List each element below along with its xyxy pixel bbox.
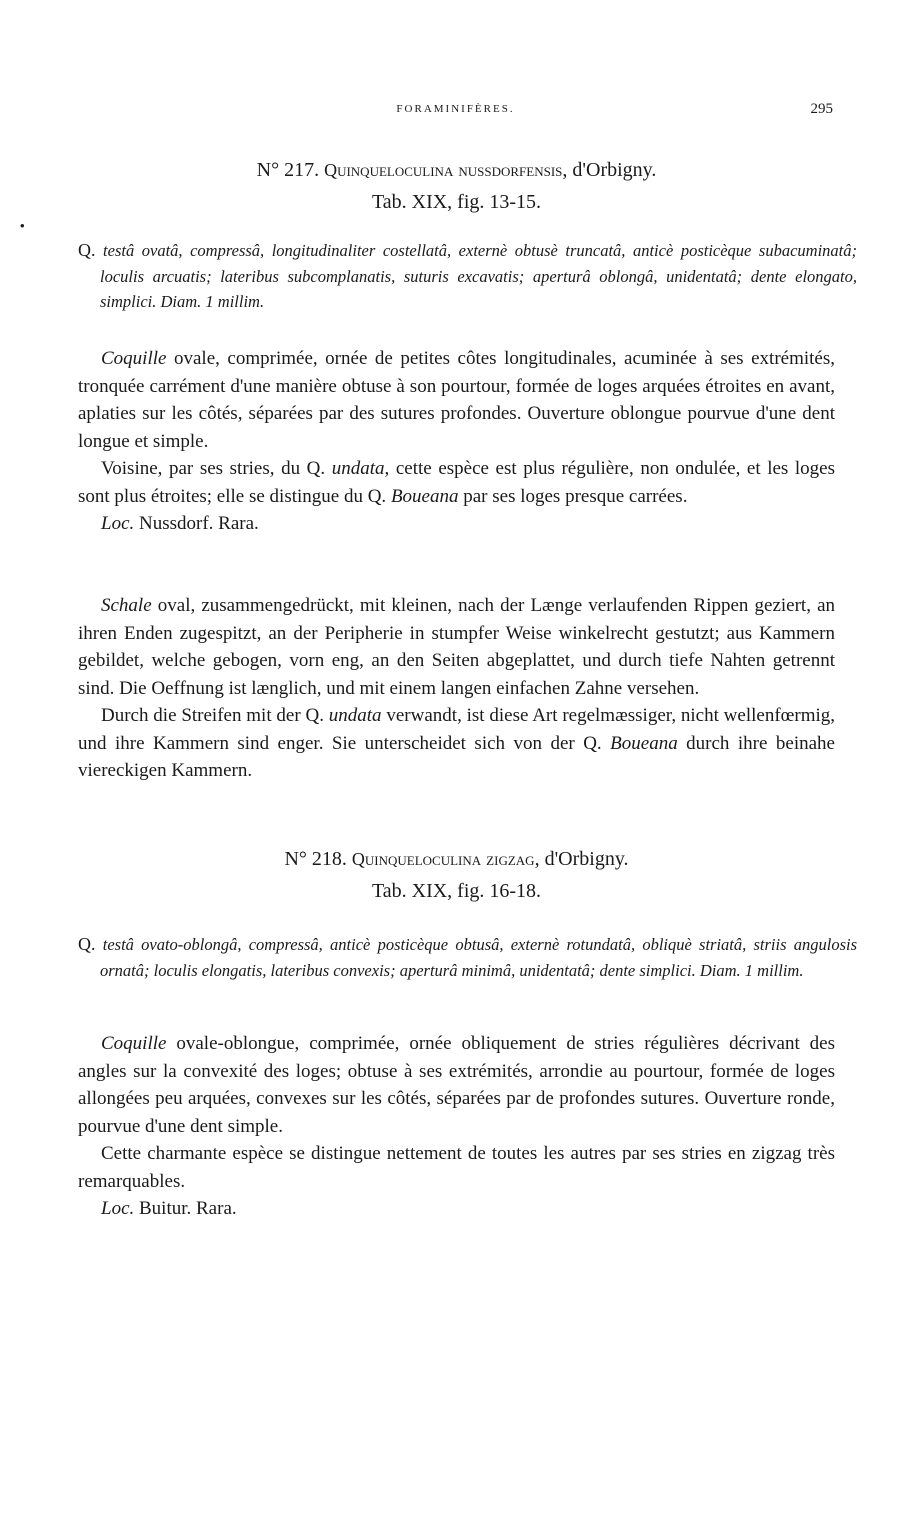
- species-217-number: N° 217.: [256, 159, 320, 181]
- locality: Loc. Nussdorf. Rara.: [101, 513, 259, 534]
- species-217-heading: [78, 154, 835, 218]
- species-218-author: d'Orbigny.: [544, 848, 629, 870]
- latin-text: testâ ovato-oblongâ, compressâ, anticè posticèque obtusâ, externè rotundatâ, obliquè striatâ, striis angulosis ornatâ; loculis elongatis, lateribus convexis; aperturâ minimâ, unidentatâ; dente simplici. Diam. 1 millim.: [100, 935, 858, 980]
- species-217-species: nussdorfensis: [458, 160, 563, 180]
- species-217-genus: Quinqueloculina: [324, 160, 454, 180]
- species-217-german: [78, 592, 835, 785]
- running-head: [78, 103, 833, 123]
- french-comparison: Voisine, par ses stries, du Q. undata, cette espèce est plus régulière, non ondulée, et les loges sont plus étroites; elle se distingue du Q. Boueana par ses loges presque carrées.: [78, 458, 836, 507]
- species-217-latin-diagnosis: [78, 238, 857, 315]
- locality: Loc. Buitur. Rara.: [101, 1198, 237, 1219]
- french-comparison: Cette charmante espèce se distingue nettement de toutes les autres par ses stries en zigzag très remarquables.: [78, 1143, 835, 1192]
- species-217-author: d'Orbigny.: [572, 159, 657, 181]
- species-218-french: [78, 1030, 835, 1223]
- species-218-title: N° 218. Quinqueloculina zigzag, d'Orbigny.: [284, 848, 629, 870]
- species-218-number: N° 218.: [284, 848, 347, 870]
- species-218-species: zigzag: [486, 849, 535, 869]
- species-218-genus: Quinqueloculina: [351, 849, 482, 869]
- french-description: Coquille ovale-oblongue, comprimée, ornée obliquement de stries régulières décrivant des angles sur la convexité des loges; obtuse à ses extrémités, arrondie au pourtour, formée de loges allongées peu arquées, convexes sur les côtés, séparées par de profondes sutures. Ouverture ronde, pourvue d'une dent simple.: [78, 1033, 835, 1137]
- species-218-latin-diagnosis: [78, 932, 857, 983]
- margin-mark: •: [20, 218, 25, 233]
- species-218-plate: Tab. XIX, fig. 16-18.: [371, 880, 542, 902]
- german-comparison: Durch die Streifen mit der Q. undata verwandt, ist diese Art regelmæssiger, nicht wellenfœrmig, und ihre Kammern sind enger. Sie unterscheidet sich von der Q. Boueana durch ihre beinahe viereckigen Kammern.: [78, 705, 836, 781]
- latin-letter: Q.: [78, 934, 96, 954]
- species-217-french: [78, 345, 835, 538]
- latin-letter: Q.: [78, 240, 96, 260]
- species-217-title: N° 217. Quinqueloculina nussdorfensis, d'Orbigny.: [256, 159, 657, 181]
- german-description: Schale oval, zusammengedrückt, mit kleinen, nach der Længe verlaufenden Rippen geziert, an ihren Enden zugespitzt, an der Peripherie in stumpfer Weise winkelrecht gestutzt; aus Kammern gebildet, welche gebogen, vorn eng, an den Seiten abgeplattet, und durch tiefe Nahten getrennt sind. Die Oeffnung ist længlich, und mit einem langen einfachen Zahne versehen.: [78, 595, 835, 699]
- page-number: 295: [810, 101, 833, 117]
- latin-text: testâ ovatâ, compressâ, longitudinaliter costellatâ, externè obtusè truncatâ, anticè posticèque subacuminatâ; loculis arcuatis; lateribus subcomplanatis, suturis excavatis; aperturâ oblongâ, unidentatâ; dente elongato, simplici. Diam. 1 millim.: [100, 241, 858, 311]
- running-title: FORAMINIFÈRES.: [396, 103, 515, 115]
- french-description: Coquille ovale, comprimée, ornée de petites côtes longitudinales, acuminée à ses extrémités, tronquée carrément d'une manière obtuse à son pourtour, formée de loges arquées étroites en avant, aplaties sur les côtés, séparées par des sutures profondes. Ouverture oblongue pourvue d'une dent longue et simple.: [78, 348, 835, 452]
- species-217-plate: Tab. XIX, fig. 13-15.: [371, 191, 542, 213]
- species-218-heading: [78, 843, 835, 907]
